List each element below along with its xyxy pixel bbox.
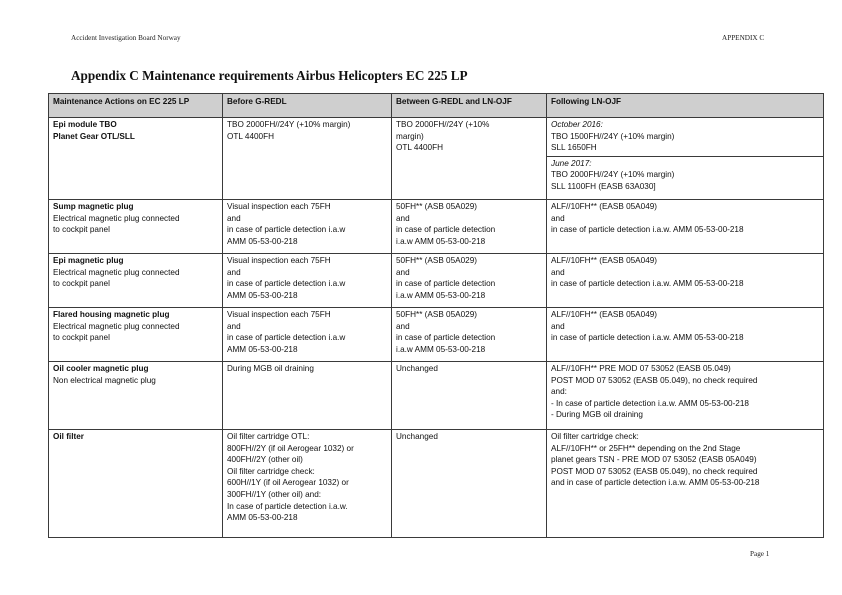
table-row	[49, 308, 824, 362]
cell-line: in case of particle detection	[396, 333, 496, 343]
cell-line: 600H//1Y (if oil Aerogear 1032) or	[227, 478, 349, 488]
cell-line: 800FH//2Y (if oil Aerogear 1032) or	[227, 443, 354, 453]
action-title: Epi magnetic plug	[53, 256, 124, 265]
cell-before-g-redl	[223, 362, 392, 430]
column-header-between: Between G-REDL and LN-OJF	[392, 94, 547, 118]
cell-line: SLL 1650FH	[551, 143, 597, 153]
date-label: June 2017:	[551, 158, 592, 168]
cell-before-g-redl	[223, 308, 392, 362]
action-description: Electrical magnetic plug connected	[53, 267, 180, 277]
cell-line: ALF//10FH** or 25FH** depending on the 2nd Stage	[551, 443, 741, 453]
cell-line: POST MOD 07 53052 (EASB 05.049), no check required	[551, 375, 758, 385]
cell-line: AMM 05-53-00-218	[227, 236, 298, 246]
cell-line: - In case of particle detection i.a.w. AMM 05-53-00-218	[551, 398, 749, 408]
cell-line: margin)	[396, 131, 424, 141]
cell-line: planet gears TSN - PRE MOD 07 53052 (EASB 05A049)	[551, 455, 757, 465]
cell-line: Visual inspection each 75FH	[227, 310, 331, 319]
cell-line: ALF//10FH** (EASB 05A049)	[551, 310, 658, 319]
date-label: October 2016:	[551, 120, 603, 129]
cell-line: 300FH//1Y (other oil) and:	[227, 489, 322, 499]
cell-line: and	[227, 321, 241, 331]
cell-line: Oil filter cartridge check:	[551, 432, 639, 441]
cell-between-g-redl-ln-ojf	[392, 200, 547, 254]
cell-line: and	[551, 321, 565, 331]
cell-line: OTL 4400FH	[227, 131, 275, 141]
action-description: Electrical magnetic plug connected	[53, 321, 180, 331]
cell-following-ln-ojf	[547, 362, 824, 430]
cell-line: ALF//10FH** (EASB 05A049)	[551, 256, 658, 265]
cell-line: SLL 1100FH (EASB 63A030]	[551, 181, 656, 191]
cell-line: and	[551, 267, 565, 277]
cell-line: and	[551, 213, 565, 223]
cell-line: and	[227, 213, 241, 223]
cell-line: OTL 4400FH	[396, 143, 444, 153]
cell-line: i.a.w AMM 05-53-00-218	[396, 344, 486, 354]
cell-line: In case of particle detection i.a.w.	[227, 501, 348, 511]
cell-before-g-redl	[223, 118, 392, 200]
cell-before-g-redl	[223, 430, 392, 538]
maintenance-table	[48, 93, 824, 538]
following-june-2017	[547, 156, 823, 193]
table-row	[49, 200, 824, 254]
cell-line: and in case of particle detection i.a.w. AMM 05-53-00-218	[551, 478, 760, 488]
cell-line: in case of particle detection i.a.w	[227, 333, 346, 343]
cell-line: POST MOD 07 53052 (EASB 05.049), no check required	[551, 466, 758, 476]
cell-line: and	[396, 321, 410, 331]
cell-line: During MGB oil draining	[227, 364, 314, 373]
page-title: Appendix C Maintenance requirements Airbus Helicopters EC 225 LP	[71, 68, 468, 83]
cell-line: TBO 2000FH//24Y (+10% margin)	[551, 170, 675, 180]
cell-line: and:	[551, 387, 567, 397]
cell-line: and	[396, 213, 410, 223]
cell-following-ln-ojf	[547, 308, 824, 362]
action-description: Non electrical magnetic plug	[53, 375, 156, 385]
cell-line: - During MGB oil draining	[551, 410, 643, 420]
cell-line: Unchanged	[396, 364, 438, 373]
cell-maintenance-action	[49, 362, 223, 430]
cell-line: in case of particle detection i.a.w. AMM 05-53-00-218	[551, 333, 744, 343]
cell-line: 50FH** (ASB 05A029)	[396, 202, 478, 211]
cell-line: i.a.w AMM 05-53-00-218	[396, 290, 486, 300]
cell-between-g-redl-ln-ojf	[392, 118, 547, 200]
cell-line: Visual inspection each 75FH	[227, 256, 331, 265]
cell-before-g-redl	[223, 254, 392, 308]
cell-line: and	[396, 267, 410, 277]
action-description: to cockpit panel	[53, 225, 110, 235]
cell-line: TBO 2000FH//24Y (+10%	[396, 120, 490, 129]
following-october-2016	[551, 119, 819, 154]
cell-line: in case of particle detection i.a.w. AMM 05-53-00-218	[551, 279, 744, 289]
cell-maintenance-action	[49, 308, 223, 362]
cell-maintenance-action	[49, 254, 223, 308]
table-row	[49, 254, 824, 308]
action-title: Oil cooler magnetic plug	[53, 364, 149, 373]
action-description: to cockpit panel	[53, 279, 110, 289]
cell-maintenance-action	[49, 118, 223, 200]
table-row	[49, 118, 824, 200]
cell-line: AMM 05-53-00-218	[227, 513, 298, 523]
action-title: Oil filter	[53, 432, 84, 441]
cell-following-ln-ojf	[547, 254, 824, 308]
cell-following-ln-ojf	[547, 118, 824, 200]
action-title: Planet Gear OTL/SLL	[53, 131, 135, 141]
cell-line: and	[227, 267, 241, 277]
cell-line: Unchanged	[396, 432, 438, 441]
cell-line: ALF//10FH** (EASB 05A049)	[551, 202, 658, 211]
cell-line: Oil filter cartridge check:	[227, 466, 315, 476]
cell-line: TBO 2000FH//24Y (+10% margin)	[227, 120, 351, 129]
cell-following-ln-ojf	[547, 430, 824, 538]
table-row	[49, 362, 824, 430]
cell-line: 50FH** (ASB 05A029)	[396, 256, 478, 265]
cell-between-g-redl-ln-ojf	[392, 308, 547, 362]
cell-line: in case of particle detection i.a.w. AMM 05-53-00-218	[551, 225, 744, 235]
action-description: Electrical magnetic plug connected	[53, 213, 180, 223]
action-title: Epi module TBO	[53, 120, 117, 129]
page-number: Page 1	[750, 550, 770, 558]
page-header-left: Accident Investigation Board Norway	[71, 34, 181, 42]
column-header-following: Following LN-OJF	[547, 94, 824, 118]
cell-line: 50FH** (ASB 05A029)	[396, 310, 478, 319]
cell-maintenance-action	[49, 430, 223, 538]
cell-line: Oil filter cartridge OTL:	[227, 432, 310, 441]
cell-line: AMM 05-53-00-218	[227, 290, 298, 300]
cell-between-g-redl-ln-ojf	[392, 254, 547, 308]
table-row	[49, 430, 824, 538]
page-header-right: APPENDIX C	[722, 34, 765, 42]
cell-between-g-redl-ln-ojf	[392, 362, 547, 430]
cell-line: in case of particle detection	[396, 225, 496, 235]
cell-line: 400FH//2Y (other oil)	[227, 455, 303, 465]
column-header-actions: Maintenance Actions on EC 225 LP	[49, 94, 223, 118]
cell-line: in case of particle detection	[396, 279, 496, 289]
table-header-row	[49, 94, 824, 118]
cell-before-g-redl	[223, 200, 392, 254]
cell-line: AMM 05-53-00-218	[227, 344, 298, 354]
action-title: Sump magnetic plug	[53, 202, 134, 211]
action-description: to cockpit panel	[53, 333, 110, 343]
cell-line: i.a.w AMM 05-53-00-218	[396, 236, 486, 246]
cell-line: Visual inspection each 75FH	[227, 202, 331, 211]
cell-line: TBO 1500FH//24Y (+10% margin)	[551, 131, 675, 141]
action-title: Flared housing magnetic plug	[53, 310, 170, 319]
cell-maintenance-action	[49, 200, 223, 254]
cell-line: ALF//10FH** PRE MOD 07 53052 (EASB 05.049)	[551, 364, 731, 373]
cell-between-g-redl-ln-ojf	[392, 430, 547, 538]
cell-line: in case of particle detection i.a.w	[227, 225, 346, 235]
cell-following-ln-ojf	[547, 200, 824, 254]
cell-line: in case of particle detection i.a.w	[227, 279, 346, 289]
column-header-before: Before G-REDL	[223, 94, 392, 118]
